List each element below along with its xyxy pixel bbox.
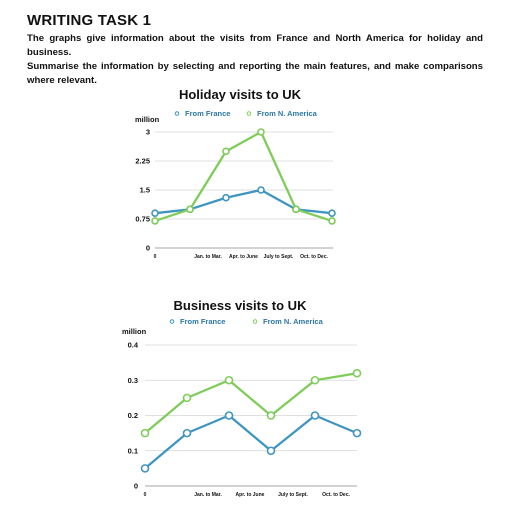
legend-label: From N. America [263,317,323,326]
x-tick-label: Jan. to Mar. [194,254,222,260]
legend-label: From N. America [257,109,317,118]
x-tick-label: Oct. to Dec. [322,492,350,498]
x-tick-label: July to Sept. [278,492,308,498]
data-point-france [223,195,229,201]
y-tick-label: 0.75 [135,214,150,224]
x-tick-label: Apr. to June [235,492,265,498]
legend-marker-icon [247,112,251,116]
y-tick-label: 0 [145,243,150,253]
y-tick-label: 2.25 [135,156,150,166]
data-point-france [226,412,233,419]
data-point-north-america [354,370,361,377]
data-point-north-america [226,377,233,384]
x-tick-label: Jan. to Mar. [194,492,222,498]
data-point-north-america [187,206,193,212]
legend-marker-icon [175,112,179,116]
x-tick-label: Apr. to June [229,254,258,260]
x-tick-label: July to Sept. [263,254,294,260]
series-line-north-america [145,373,357,433]
y-tick-label: 3 [145,127,150,137]
y-tick-label: 0.1 [127,446,138,456]
data-point-north-america [258,129,264,135]
data-point-north-america [223,148,229,154]
chart-title: Holiday visits to UK [178,87,302,102]
data-point-north-america [268,412,275,419]
x-tick-label: 0 [143,492,147,498]
series-line-france [145,416,357,469]
legend-marker-icon [170,320,174,324]
data-point-france [258,187,264,193]
chart-title: Business visits to UK [173,298,307,313]
series-line-france [155,190,332,213]
data-point-north-america [293,206,299,212]
business-visits-chart [0,290,512,505]
data-point-north-america [152,218,158,224]
data-point-france [312,412,319,419]
data-point-france [184,430,191,437]
task-description: The graphs give information about the visits from France and North America for holiday and business. [27,33,483,58]
x-tick-label: Oct. to Dec. [300,254,328,260]
y-tick-label: 0.3 [127,375,138,385]
legend-marker-icon [253,320,257,324]
x-tick-label: 0 [153,254,157,260]
legend-label: From France [185,109,231,118]
data-point-north-america [184,394,191,401]
data-point-france [268,447,275,454]
task-title: WRITING TASK 1 [27,12,152,29]
y-axis-unit-label: million [122,327,147,336]
task-header [27,12,483,88]
data-point-france [354,430,361,437]
data-point-north-america [312,377,319,384]
task-instructions: Summarise the information by selecting and reporting the main features, and make comparisons where relevant. [27,61,483,86]
legend-label: From France [180,317,226,326]
y-tick-label: 0 [133,481,138,491]
data-point-france [152,210,158,216]
data-point-north-america [329,218,335,224]
series-line-north-america [155,132,332,221]
y-tick-label: 1.5 [139,185,150,195]
holiday-visits-chart [0,82,512,272]
data-point-france [329,210,335,216]
data-point-north-america [142,430,149,437]
y-tick-label: 0.4 [127,340,138,350]
data-point-france [142,465,149,472]
y-axis-unit-label: million [135,115,160,124]
y-tick-label: 0.2 [127,411,138,420]
